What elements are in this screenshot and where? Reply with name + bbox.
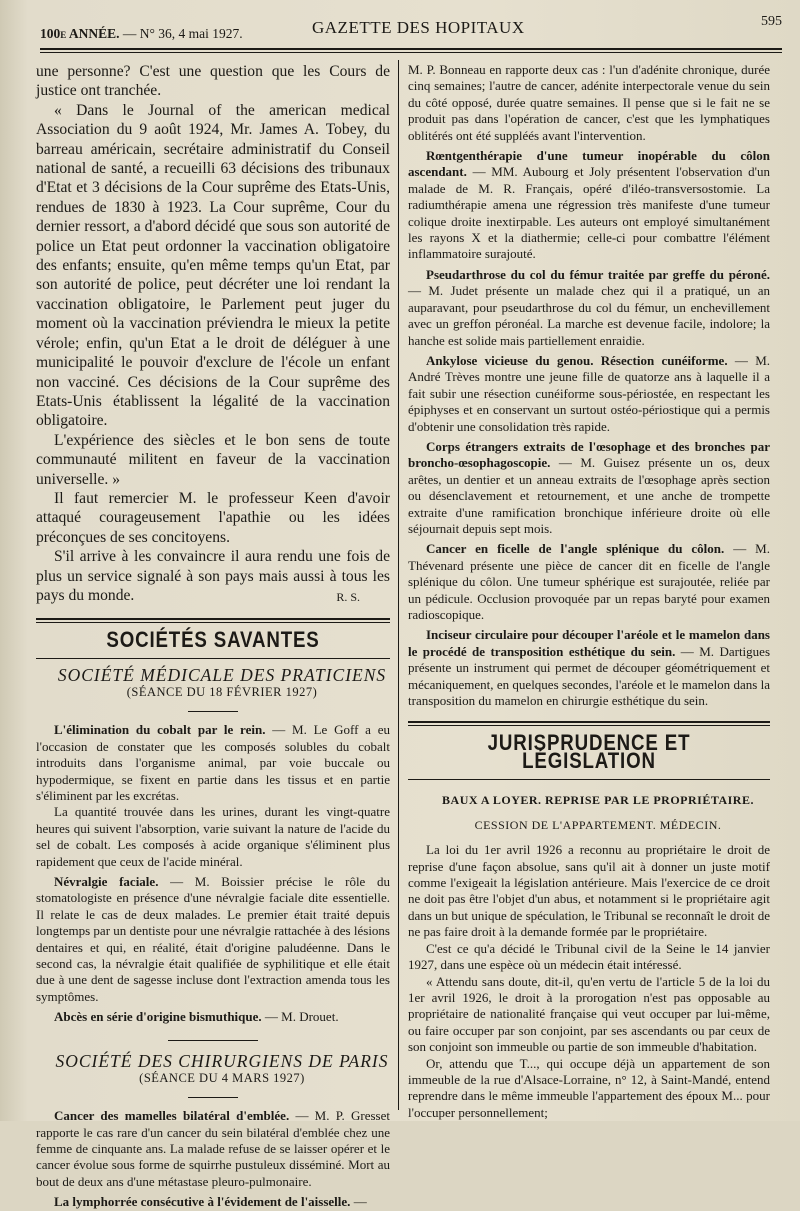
session-date: (SÉANCE DU 18 FÉVRIER 1927) [126,685,318,700]
issue-number-date: — N° 36, 4 mai 1927. [122,26,243,41]
communication: Ankylose vicieuse du genou. Résection cunéiforme. — M. André Trèves montre une jeune fille de quatorze ans à laquelle il a fait subir une résection cunéiforme sous-périostée, en respectant les épiphyses et en conservant un surtout ostéo-périostique qui a permis d'obtenir une consolidation très rapide. [408,352,770,434]
section-rule [36,658,390,659]
section-rule [408,721,770,726]
paragraph: La quantité trouvée dans les urines, durant les vingt-quatre heures qui suivent l'absorption, varie suivant la nature de l'acide du sel de cobalt. Les composés à acide organique s'éliminent plus rapidement que ceux de l'acide minéral. [36,804,390,869]
communication-title: L'élimination du cobalt par le rein. [54,722,266,738]
communication-title: Inciseur circulaire pour découper l'aréole et le mamelon dans le procédé de transposition esthétique du sein. [408,627,770,659]
communication: Cancer des mamelles bilatéral d'emblée. — M. P. Gresset rapporte le cas rare d'un cancer du sein bilatéral d'emblée chez une femme de cinquante ans. La malade refuse de se laisser opérer et le cancer évolue sous forme de squirrhe pustuleux disséminé. Mort au bout de deux ans d'une métastase pleuro-pulmonaire. [36,1108,390,1189]
author-signature: R. S. [336,590,360,605]
communication-title: Cancer en ficelle de l'angle splénique du côlon. [426,541,725,557]
page-header [40,14,782,44]
paragraph: une personne? C'est une question que les Cours de justice ont tranchée. [36,63,390,100]
communication-title: Pseudarthrose du col du fémur traitée par greffe du péroné. [426,266,770,282]
communication: La lymphorrée consécutive à l'évidement de l'aisselle. — [54,1194,367,1210]
article-subheading: CESSION DE L'APPARTEMENT. MÉDECIN. [474,818,722,833]
journal-title: GAZETTE DES HOPITAUX [312,18,525,37]
communication: Cancer en ficelle de l'angle splénique du côlon. — M. Thévenard présente une pièce de cancer dit en ficelle de l'angle splénique du côlon. Une tumeur sphérique est surajoutée, reliée par un pédicule. Occlusion provoquée par un repas baryté pour examen radioscopique. [408,541,770,622]
communication: L'élimination du cobalt par le rein. — M. Le Goff a eu l'occasion de constater que les composés solubles du cobalt introduits dans l'organisme animal, par voie buccale ou hypodermique, se fixent en partie dans les tissus et en partie s'éliminent par les excrétas. [36,722,390,804]
paragraph-quote: « Dans le Journal of the american medical Association du 9 août 1924, Mr. James A. Tobey, du barreau américain, secrétaire administratif du Conseil national de santé, a recueilli 63 décisions des tribunaux d'Etat et 3 décisions de la Cour suprême des Etats-Unis, rendues de 1830 à 1923. La Cour suprême, Cour du dernier ressort, a d'abord décidé que sous son autorité de police un Etat peut ordonner la vaccination obligatoire des enfants; ensuite, qu'en même temps qu'un Etat, par son autorité de police, peut décréter une loi rendant la vaccination obligatoire, le Parlement peut juger du moment où la vaccination préviendra le mieux la petite vérole; enfin, qu'un Etat a le droit de déléguer à une municipalité le pouvoir d'exclure de l'école un enfant non vacciné. Ces décisions de la Cour suprême des Etats-Unis établissent la légalité de la vaccination obligatoire. [36,101,390,430]
article-heading: BAUX A LOYER. REPRISE PAR LE PROPRIÉTAIRE. [442,792,754,807]
short-rule [168,1040,258,1041]
society-heading: SOCIÉTÉ MÉDICALE DES PRATICIENS [57,664,387,685]
section-rule [408,779,770,780]
column-divider [398,60,399,1110]
issue-info [40,26,243,42]
communication: Pseudarthrose du col du fémur traitée par greffe du péroné. — M. Judet présente un malade chez qui il a pratiqué, un an auparavant, pour pseudarthrose du col du fémur, un enchevillement avec un greffon péronéal. La marche est devenue facile, indolore; la hanche est solide mais partiellement enraidie. [408,266,770,348]
communication: Abcès en série d'origine bismuthique. — M. Drouet. [54,1009,339,1025]
communication: Névralgie faciale. — M. Boissier précise le rôle du stomatologiste en présence d'une névralgie faciale dite essentielle. Il relate le cas de deux malades. Le premier était traité depuis longtemps par un dentiste pour une névralgie rattachée à des lésions dentaires et qui, en réalité, était d'origine paludéenne. Dans le second cas, la névralgie était qualifiée de syphilitique et elle était due à une dent de sagesse incluse dont l'extraction amenda tous les symptômes. [36,874,391,1004]
paragraph-quote: « Attendu sans doute, dit-il, qu'en vertu de l'article 5 de la loi du 1er avril 1926, le droit à la prorogation n'est pas opposable au propriétaire de nationalité française qui veut occuper par lui-même, ou faire occuper par son conjoint, par ses ascendants ou par ceux de son conjoint son immeuble ou partie de son immeuble d'habitation. [408,973,770,1055]
short-rule [188,711,238,712]
section-banner: JURISPRUDENCE ET LÉGISLATION [487,730,691,773]
year-of-publication: 100e ANNÉE. [40,26,120,41]
header-rule-thin [40,52,782,53]
paragraph: La loi du 1er avril 1926 a reconnu au propriétaire le droit de reprise d'une façon absolue, sans qu'il ait à donner un juste motif comme l'exigeait la législation antérieure. Mais l'exercice de ce droit ne doit pas être l'objet d'un abus, et notamment si le propriétaire agit dans un but unique de spéculation, le Tribunal se reconnaît le droit de ne pas faire droit à la demande formée par le propriétaire. [408,842,770,940]
paragraph: C'est ce qu'a décidé le Tribunal civil de la Seine le 14 janvier 1927, dans une espèce où un médecin était intéressé. [408,940,770,973]
society-heading: SOCIÉTÉ DES CHIRURGIENS DE PARIS [55,1050,389,1071]
paragraph: Or, attendu que T..., qui occupe déjà un appartement de son immeuble de la rue d'Alsace-Lorraine, n° 12, à Saint-Mandé, entend reprendre dans le même immeuble l'appartement des époux M... pour l'occuper personnellement; [408,1055,770,1120]
short-rule [188,1097,238,1098]
left-column [36,62,390,1211]
paragraph: S'il arrive à les convaincre il aura rendu une fois de plus un service signalé à son pays mais aussi à tous les pays du monde. [36,548,390,604]
header-rule [40,48,782,50]
section-rule [36,618,390,623]
paragraph: M. P. Bonneau en rapporte deux cas : l'un d'adénite chronique, durée cinq semaines; l'autre de cancer, adénite interpectorale venue du sein du côté opposé, durée quatre semaines. Il pense que si le fait ne se produit pas dans l'opération de cancer, c'est que les lymphatiques oblitérés ont été suppléés avant l'intervention. [408,62,770,143]
communication-title: Rœntgenthérapie d'une tumeur inopérable du côlon ascendant. [408,148,770,180]
page-number: 595 [761,14,782,29]
communication: Corps étrangers extraits de l'œsophage et des bronches par broncho-œsophagoscopie. — M. Guisez présente un os, deux arêtes, un dentier et un anneau extraits de l'œsophage après section ou désenclavement et retournement, et une anche de trompette extraite d'une ramification bronchique inférieure droite où elle séjournait depuis sept mois. [408,438,770,536]
right-column [408,62,770,1121]
paragraph: Il faut remercier M. le professeur Keen d'avoir attaqué courageusement l'apathie ou les idées préconçues de ses concitoyens. [36,489,390,546]
communication-title: Ankylose vicieuse du genou. Résection cunéiforme. [426,352,728,368]
communication: Rœntgenthérapie d'une tumeur inopérable du côlon ascendant. — MM. Aubourg et Joly présentent l'observation d'un malade de M. R. Français, opéré d'iléo-transversostomie. La radiumthérapie amena une régression très manifeste d'une tumeur colique droite inextirpable. Les auteurs ont employé simultanément les rayons X et la diathermie; celle-ci pour combattre l'élément inflammatoire surajouté. [408,148,770,262]
session-date: (SÉANCE DU 4 MARS 1927) [139,1070,305,1085]
communication-title: Corps étrangers extraits de l'œsophage et des bronches par broncho-œsophagoscopie. [408,438,770,471]
paragraph: L'expérience des siècles et le bon sens de toute communauté militent en faveur de la vaccination universelle. » [36,431,390,488]
communication-title: Cancer des mamelles bilatéral d'emblée. [54,1108,290,1124]
communication: Inciseur circulaire pour découper l'aréole et le mamelon dans le procédé de transposition esthétique du sein. — M. Dartigues présente un instrument qui permet de découper géométriquement et mécaniquement, en quelques secondes, l'aréole et le mamelon dans la transposition du mamelon en chirurgie esthétique du sein. [408,627,771,709]
communication-title: La lymphorrée consécutive à l'évidement de l'aisselle. [54,1194,351,1210]
section-banner: SOCIÉTÉS SAVANTES [106,626,320,652]
communication-title: Abcès en série d'origine bismuthique. [54,1009,262,1025]
communication-title: Névralgie faciale. [54,874,159,890]
